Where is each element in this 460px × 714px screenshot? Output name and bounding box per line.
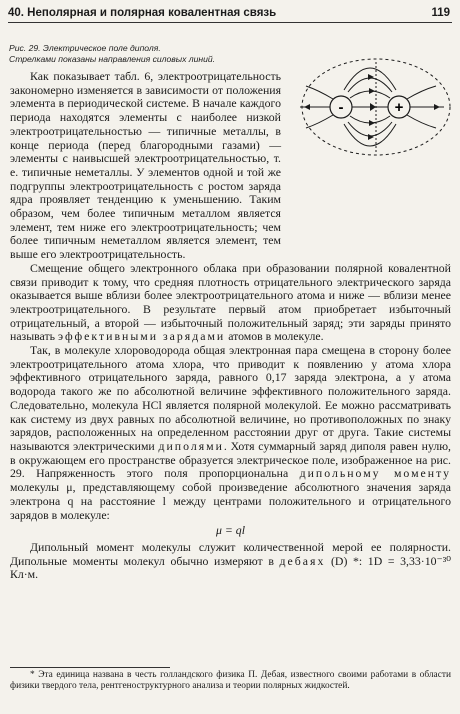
running-header xyxy=(8,5,452,23)
text-run: Так, в молекуле хлороводорода общая электронная пара смещена в сторону более электроотрицательного атома хлора, что приводит к появлению у атома хлора эффективного отрицательного заряда, равного 0,17 заряда электрона, а у атома водорода такого же по абсолютной величине эффективного положительного заряда. Следовательно, молекула HCl является полярной молекулой. Ее можно рассматривать как систему из двух равных по абсолютной величине, но противоположных по знаку зарядов, расположенных на определенном расстоянии друг от друга. Такие системы называются электрическими xyxy=(10,343,451,453)
term-dipole-moment: дипольному моменту xyxy=(299,466,451,481)
paragraph-debye xyxy=(10,541,451,582)
text-run: Дипольный момент молекулы служит количественной мерой ее полярности. Дипольные моменты молекул обычно измеряют в xyxy=(10,539,451,568)
page-number: 119 xyxy=(431,7,450,19)
term-dipoles: диполями xyxy=(158,438,224,453)
text-run: молекулы μ, представляющему собой произведение абсолютного значения заряда электрона q на расстояние l между центрами положительного и отрицательного зарядов в молекуле: xyxy=(10,480,451,522)
text-run: атомов в молекуле. xyxy=(225,329,324,344)
paragraph-hcl-dipole xyxy=(10,344,451,522)
dipole-formula: μ = ql xyxy=(216,523,245,538)
footnote-divider xyxy=(10,667,170,668)
minus-label: - xyxy=(338,99,344,116)
paragraph-electronegativity: Как показывает табл. 6, электроотрицательность закономерно изменяется в зависимости от положения элемента в периодической системе. В начале каждого периода находятся элементы с наиболее низкой электроотрицательностью — типичные металлы, в конце периода (перед благородными газами) — элементы с наивысшей электроотрицательностью, т. е. типичные неметаллы. У элементов одной и той же подгруппы электроотрицательность с ростом заряда ядра проявляет тенденцию к уменьшению. Таким образом, чем более типичным металлом является элемент, тем ниже его электроотрицательность; чем более типичным неметаллом является элемент, тем выше его электроотрицательность. xyxy=(10,69,281,262)
text-run: (D) *: 1D = 3,33·10⁻³⁰ Кл·м. xyxy=(10,553,452,582)
plus-label: + xyxy=(394,99,404,116)
footnote xyxy=(10,670,451,692)
text-run: Смещение общего электронного облака при образовании полярной ковалентной связи приводит к тому, что средняя плотность отрицательного электрического заряда оказывается выше вблизи более электроотрицательного атома и ниже — вблизи менее электроотрицательного. В результате первый атом приобретает избыточный отрицательный, а второй — избыточный положительный заряд; эти заряды принято называть xyxy=(10,260,451,344)
body-text xyxy=(10,70,451,582)
term-effective-charges: эффективными зарядами xyxy=(57,329,226,344)
term-debye: дебаях xyxy=(279,553,326,568)
figure-caption-note: Стрелками показаны направления силовых линий. xyxy=(9,54,216,64)
figure-caption xyxy=(9,43,269,65)
text-run: . Хотя суммарный заряд диполя равен нулю, в окружающем его пространстве образуется электрическое поле, изображенное на рис. 29. Напряженность этого поля пропорциональна xyxy=(10,438,451,481)
figure-caption-title: Рис. 29. Электрическое поле диполя. xyxy=(9,43,161,53)
section-title: 40. Неполярная и полярная ковалентная связь xyxy=(8,7,277,19)
footnote-text: * Эта единица названа в честь голландского физика П. Дебая, известного своими работами в области физики твердого тела, рентгеноструктурного анализа и теории полярных жидкостей. xyxy=(10,670,451,692)
paragraph-cloud-shift xyxy=(10,262,451,344)
